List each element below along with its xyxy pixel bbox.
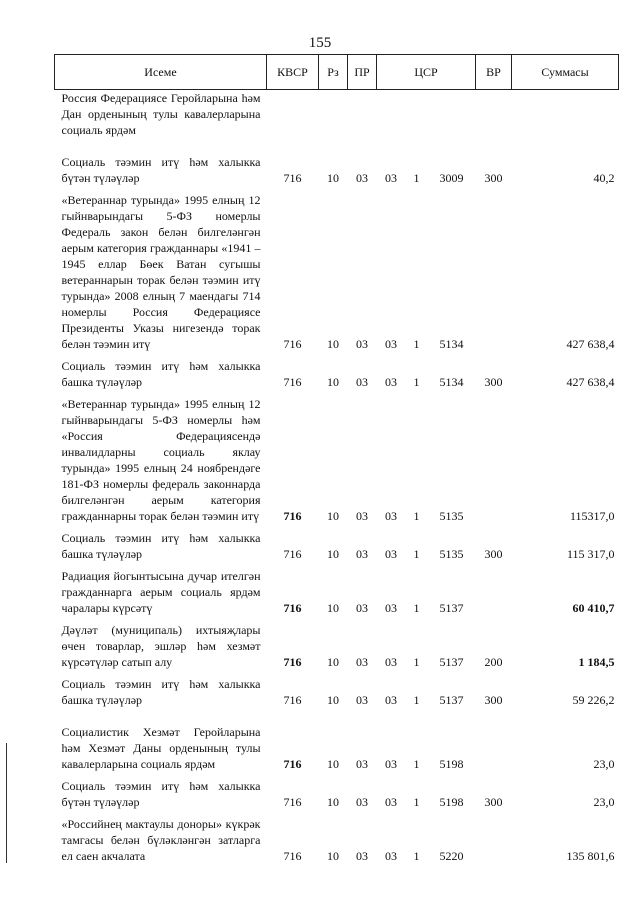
row-csr-2: 1 (413, 655, 420, 669)
header-pr: ПР (348, 55, 377, 90)
row-vr: 300 (484, 547, 503, 561)
table-row (55, 813, 619, 867)
row-rz: 10 (327, 547, 339, 561)
row-csr-3: 5135 (439, 547, 464, 561)
row-csr-3: 3009 (439, 171, 464, 185)
row-vr (476, 813, 512, 867)
row-csr-3: 5137 (439, 693, 464, 707)
row-name: Радиация йогынтысына дучар ителгән гражданнарга аерым социаль ярдәм чаралары күрсәтү (61, 569, 261, 615)
row-csr-2: 1 (413, 757, 420, 771)
row-csr-1: 03 (385, 757, 397, 771)
row-sum: 60 410,7 (572, 601, 615, 615)
row-name: Социаль тәэмин итү һәм халыкка бүтән түләүләр (61, 155, 261, 185)
row-pr: 03 (356, 509, 368, 523)
row-pr: 03 (356, 693, 368, 707)
row-csr-1: 03 (385, 693, 397, 707)
row-sum: 40,2 (593, 171, 615, 185)
row-csr-2: 1 (413, 337, 420, 351)
table-row (55, 141, 619, 189)
row-name: Социаль тәэмин итү һәм халыкка башка түләүләр (61, 531, 261, 561)
row-csr-1: 03 (385, 601, 397, 615)
row-kvsr: 716 (283, 337, 302, 351)
table-row (55, 189, 619, 355)
row-csr-1: 03 (385, 849, 397, 863)
row-sum: 115317,0 (569, 509, 615, 523)
row-pr: 03 (356, 849, 368, 863)
table-row (55, 393, 619, 527)
row-name: «Ветераннар турында» 1995 елның 12 гыйнварындагы 5-ФЗ номерлы һәм «Россия Федерациясендә инвалидларны социаль яклау турында» 1995 елның 24 ноябрендәге 181-ФЗ номерлы федераль законнарда билгеләнгән аерым категория гражданнарны торак белән тәэмин итү (61, 397, 261, 523)
table-row (55, 565, 619, 619)
row-csr-1: 03 (385, 375, 397, 389)
row-csr-2: 1 (413, 171, 420, 185)
table-row (55, 90, 619, 142)
row-sum: 23,0 (593, 795, 615, 809)
row-csr-1: 03 (385, 509, 397, 523)
row-csr-2 (406, 90, 428, 142)
row-vr: 300 (484, 171, 503, 185)
row-csr-1: 03 (385, 171, 397, 185)
row-rz: 10 (327, 655, 339, 669)
row-sum: 23,0 (593, 757, 615, 771)
row-csr-3: 5137 (439, 601, 464, 615)
row-vr: 300 (484, 795, 503, 809)
row-rz: 10 (327, 337, 339, 351)
row-kvsr: 716 (283, 757, 302, 771)
row-rz: 10 (327, 601, 339, 615)
row-pr: 03 (356, 337, 368, 351)
page-number: 155 (308, 35, 332, 51)
table-row (55, 673, 619, 711)
row-csr-3: 5137 (439, 655, 464, 669)
row-kvsr: 716 (283, 375, 302, 389)
row-sum: 427 638,4 (566, 375, 615, 389)
row-rz: 10 (327, 509, 339, 523)
row-rz: 10 (327, 171, 339, 185)
header-name: Исеме (55, 55, 267, 90)
row-vr (476, 565, 512, 619)
row-rz (319, 90, 348, 142)
header-rz: Рз (319, 55, 348, 90)
table-row (55, 355, 619, 393)
row-csr-1: 03 (385, 337, 397, 351)
row-kvsr: 716 (283, 795, 302, 809)
row-sum: 59 226,2 (572, 693, 615, 707)
header-sum: Суммасы (512, 55, 619, 90)
row-name: «Ветераннар турында» 1995 елның 12 гыйнварындагы 5-ФЗ номерлы Федераль закон белән билгеләнгән аерым категория гражданнары «1941 – 1945 еллар Бөек Ватан сугышы ветераннарын торак белән тәэмин итү турында» 2008 елның 7 маендагы 714 номерлы Россия Федерациясе Президенты Указы нигезендә торак белән тәэмин итү (61, 193, 261, 351)
row-pr: 03 (356, 547, 368, 561)
row-name: Социаль тәэмин итү һәм халыкка башка түләүләр (61, 359, 261, 389)
row-kvsr: 716 (283, 171, 302, 185)
row-name: Социалистик Хезмәт Геройларына һәм Хезмәт Даны орденының тулы кавалерларына социаль ярдәм (61, 725, 261, 771)
row-vr: 200 (484, 655, 503, 669)
row-vr (476, 189, 512, 355)
row-csr-1 (377, 90, 406, 142)
row-pr: 03 (356, 795, 368, 809)
budget-table (54, 54, 619, 867)
row-pr: 03 (356, 171, 368, 185)
row-pr: 03 (356, 655, 368, 669)
row-csr-2: 1 (413, 547, 420, 561)
row-pr (348, 90, 377, 142)
row-rz: 10 (327, 693, 339, 707)
row-sum: 427 638,4 (566, 337, 615, 351)
row-kvsr (267, 90, 319, 142)
row-name: Россия Федерациясе Геройларына һәм Дан орденының тулы кавалерларына социаль ярдәм (61, 91, 261, 137)
row-kvsr: 716 (283, 547, 302, 561)
row-csr-3: 5134 (439, 375, 464, 389)
row-vr: 300 (484, 693, 503, 707)
row-sum: 1 184,5 (578, 655, 615, 669)
header-vr: ВР (476, 55, 512, 90)
row-csr-2: 1 (413, 509, 420, 523)
row-csr-3: 5134 (439, 337, 464, 351)
row-csr-2: 1 (413, 601, 420, 615)
row-kvsr: 716 (283, 693, 302, 707)
row-rz: 10 (327, 757, 339, 771)
row-csr-3: 5198 (439, 757, 464, 771)
row-sum (512, 90, 619, 142)
row-kvsr: 716 (283, 601, 302, 615)
row-vr: 300 (484, 375, 503, 389)
table-row (55, 775, 619, 813)
row-csr-1: 03 (385, 655, 397, 669)
row-csr-3: 5135 (439, 509, 464, 523)
row-csr-2: 1 (413, 795, 420, 809)
row-csr-2: 1 (413, 693, 420, 707)
header-kvsr: КВСР (267, 55, 319, 90)
row-csr-3: 5220 (439, 849, 464, 863)
row-vr (476, 711, 512, 775)
row-rz: 10 (327, 849, 339, 863)
row-csr-1: 03 (385, 795, 397, 809)
table-row (55, 619, 619, 673)
row-kvsr: 716 (283, 655, 302, 669)
row-rz: 10 (327, 375, 339, 389)
row-kvsr: 716 (283, 849, 302, 863)
row-vr (476, 90, 512, 142)
table-row (55, 711, 619, 775)
row-pr: 03 (356, 757, 368, 771)
row-sum: 115 317,0 (566, 547, 615, 561)
row-pr: 03 (356, 375, 368, 389)
margin-line (6, 743, 7, 863)
row-name: Социаль тәэмин итү һәм халыкка башка түләүләр (61, 677, 261, 707)
table-row (55, 527, 619, 565)
row-vr (476, 393, 512, 527)
header-csr: ЦСР (377, 55, 476, 90)
row-pr: 03 (356, 601, 368, 615)
row-kvsr: 716 (283, 509, 302, 523)
row-name: «Российнең мактаулы доноры» күкрәк тамгасы белән бүләкләнгән затларга ел саен акчалата (61, 817, 261, 863)
row-csr-2: 1 (413, 375, 420, 389)
table-header (55, 55, 619, 90)
row-csr-3 (428, 90, 476, 142)
row-sum: 135 801,6 (566, 849, 615, 863)
row-csr-3: 5198 (439, 795, 464, 809)
row-name: Социаль тәэмин итү һәм халыкка бүтән түләүләр (61, 779, 261, 809)
row-csr-2: 1 (413, 849, 420, 863)
row-name: Дәүләт (муниципаль) ихтыяҗлары өчен товарлар, эшләр һәм хезмәт күрсәтүләр сатып алу (61, 623, 261, 669)
row-rz: 10 (327, 795, 339, 809)
row-csr-1: 03 (385, 547, 397, 561)
